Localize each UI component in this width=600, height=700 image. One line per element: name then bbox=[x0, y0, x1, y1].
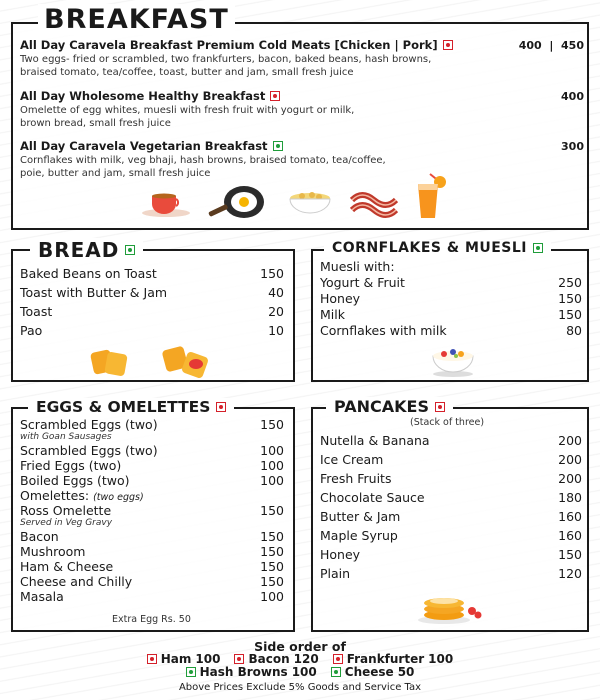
desc-line: brown bread, small fresh juice bbox=[20, 118, 171, 129]
nonveg-icon bbox=[234, 654, 244, 664]
item-name: Honey bbox=[320, 291, 361, 306]
desc-line: braised tomato, tea/coffee, toast, butter and jam, small fresh juice bbox=[20, 67, 354, 78]
item-name: Pao bbox=[20, 323, 43, 338]
item-price: 120 bbox=[558, 566, 582, 581]
veg-icon bbox=[331, 667, 341, 677]
desc-line: Cornflakes with milk, veg bhaji, hash browns, braised tomato, tea/coffee, bbox=[20, 155, 386, 166]
item-note: with Goan Sausages bbox=[20, 432, 112, 442]
item-description bbox=[20, 154, 584, 180]
menu-row bbox=[20, 302, 284, 321]
pancakes-list bbox=[320, 431, 582, 583]
item-price: 160 bbox=[558, 509, 582, 524]
item-name: Baked Beans on Toast bbox=[20, 266, 157, 281]
item-price: 100 bbox=[260, 473, 284, 488]
menu-row bbox=[320, 275, 582, 291]
desc-line: Omelette of egg whites, muesli with fresh fruit with yogurt or milk, bbox=[20, 105, 355, 116]
item-price: 20 bbox=[268, 304, 284, 319]
side-item-price: 50 bbox=[397, 665, 415, 679]
orange-juice-icon bbox=[412, 172, 446, 220]
bacon-icon bbox=[350, 188, 398, 218]
menu-row bbox=[320, 291, 582, 307]
toast-icon bbox=[88, 345, 132, 379]
menu-row bbox=[20, 559, 284, 574]
side-order-line-2 bbox=[0, 665, 600, 679]
side-order-line-1 bbox=[0, 652, 600, 666]
item-price: 100 bbox=[260, 458, 284, 473]
item-price: 200 bbox=[558, 471, 582, 486]
side-item bbox=[234, 652, 318, 666]
item-price: 150 bbox=[260, 503, 284, 518]
side-item-label: Frankfurter bbox=[346, 652, 425, 666]
item-name: Yogurt & Fruit bbox=[320, 275, 405, 290]
item-name: All Day Caravela Breakfast Premium Cold Meats [Chicken | Pork] bbox=[20, 38, 438, 52]
desc-line: Two eggs- fried or scrambled, two frankfurters, bacon, baked beans, hash browns, bbox=[20, 54, 432, 65]
menu-row bbox=[320, 307, 582, 323]
item-name: Cheese and Chilly bbox=[20, 574, 133, 589]
menu-row bbox=[320, 564, 582, 583]
menu-row bbox=[20, 283, 284, 302]
menu-row bbox=[20, 589, 284, 604]
menu-row bbox=[20, 529, 284, 544]
menu-row bbox=[20, 544, 284, 559]
side-order-title: Side order of bbox=[254, 639, 346, 654]
item-name: Ice Cream bbox=[320, 452, 384, 467]
item-price: 80 bbox=[566, 323, 582, 338]
desc-line: poie, butter and jam, small fresh juice bbox=[20, 168, 211, 179]
item-price: 200 bbox=[558, 452, 582, 467]
item-price: 100 bbox=[260, 443, 284, 458]
item-price: 150 bbox=[260, 417, 284, 432]
veg-icon bbox=[186, 667, 196, 677]
item-name: Masala bbox=[20, 589, 64, 604]
item-price: 150 bbox=[260, 574, 284, 589]
item-description bbox=[20, 104, 584, 130]
menu-row bbox=[320, 323, 582, 339]
item-name: Milk bbox=[320, 307, 345, 322]
item-price: 200 bbox=[558, 433, 582, 448]
item-note: (two eggs) bbox=[93, 492, 144, 503]
bread-heading bbox=[30, 238, 143, 262]
item-name: Muesli with: bbox=[320, 259, 395, 274]
item-description bbox=[20, 53, 584, 79]
nonveg-icon bbox=[443, 40, 453, 50]
item-name: Toast with Butter & Jam bbox=[20, 285, 168, 300]
tax-note: Above Prices Exclude 5% Goods and Service Tax bbox=[178, 682, 422, 693]
item-name: Maple Syrup bbox=[320, 528, 398, 543]
eggs-list bbox=[20, 417, 284, 604]
item-name: All Day Caravela Vegetarian Breakfast bbox=[20, 139, 268, 153]
item-name: Omelettes: bbox=[20, 488, 90, 503]
menu-row bbox=[20, 417, 284, 433]
item-price: 300 bbox=[561, 139, 584, 153]
item-price: 150 bbox=[558, 307, 582, 322]
eggs-title: EGGS & OMELETTES bbox=[36, 398, 211, 416]
item-price: 100 bbox=[260, 589, 284, 604]
item-price: 400 | 450 bbox=[518, 38, 584, 52]
side-item-price: 120 bbox=[293, 652, 319, 666]
menu-row bbox=[20, 473, 284, 488]
toast-jam-icon bbox=[160, 344, 216, 380]
breakfast-item bbox=[20, 139, 584, 180]
item-price: 150 bbox=[260, 559, 284, 574]
nonveg-icon bbox=[216, 402, 226, 412]
side-item-price: 100 bbox=[291, 665, 317, 679]
side-item-label: Ham bbox=[160, 652, 192, 666]
pancake-stack-icon bbox=[410, 585, 486, 625]
side-item bbox=[331, 665, 415, 679]
menu-row bbox=[20, 458, 284, 473]
item-name: Mushroom bbox=[20, 544, 86, 559]
side-item-label: Hash Browns bbox=[199, 665, 288, 679]
eggs-heading bbox=[28, 398, 234, 416]
item-name: Scrambled Eggs (two) bbox=[20, 417, 158, 432]
side-item bbox=[333, 652, 454, 666]
item-price: 160 bbox=[558, 528, 582, 543]
extra-egg-note: Extra Egg Rs. 50 bbox=[112, 614, 191, 625]
item-name: Plain bbox=[320, 566, 351, 581]
item-price: 150 bbox=[260, 544, 284, 559]
side-item bbox=[147, 652, 221, 666]
item-price: 180 bbox=[558, 490, 582, 505]
side-item-price: 100 bbox=[428, 652, 454, 666]
side-item-price: 100 bbox=[195, 652, 221, 666]
menu-row bbox=[320, 469, 582, 488]
menu-row bbox=[20, 503, 284, 518]
side-item-label: Cheese bbox=[344, 665, 394, 679]
pancakes-heading bbox=[326, 397, 453, 416]
pancakes-title: PANCAKES bbox=[334, 397, 430, 416]
breakfast-item bbox=[20, 38, 584, 79]
side-item bbox=[186, 665, 317, 679]
tea-cup-icon bbox=[140, 188, 192, 218]
menu-row bbox=[320, 450, 582, 469]
item-price: 150 bbox=[558, 547, 582, 562]
nonveg-icon bbox=[270, 91, 280, 101]
item-price: 40 bbox=[268, 285, 284, 300]
cereal-bowl-icon bbox=[288, 188, 332, 218]
item-price: 250 bbox=[558, 275, 582, 290]
side-item-label: Bacon bbox=[248, 652, 290, 666]
breakfast-title: BREAKFAST bbox=[38, 4, 235, 35]
nonveg-icon bbox=[333, 654, 343, 664]
item-note: Served in Veg Gravy bbox=[20, 518, 113, 528]
item-price: 150 bbox=[260, 266, 284, 281]
item-name: Ross Omelette bbox=[20, 503, 112, 518]
muesli-bowl-icon bbox=[428, 342, 478, 378]
item-price: 10 bbox=[268, 323, 284, 338]
item-name: Boiled Eggs (two) bbox=[20, 473, 130, 488]
item-name: Toast bbox=[20, 304, 53, 319]
item-name: Cornflakes with milk bbox=[320, 323, 447, 338]
pancakes-subtitle: (Stack of three) bbox=[410, 417, 485, 428]
menu-row bbox=[320, 526, 582, 545]
veg-icon bbox=[533, 243, 543, 253]
item-name: Scrambled Eggs (two) bbox=[20, 443, 158, 458]
veg-icon bbox=[273, 141, 283, 151]
cornflakes-title: CORNFLAKES & MUESLI bbox=[332, 240, 528, 256]
cornflakes-heading bbox=[324, 240, 551, 256]
item-name: Honey bbox=[320, 547, 361, 562]
item-price: 150 bbox=[558, 291, 582, 306]
item-name: Bacon bbox=[20, 529, 59, 544]
cornflakes-list bbox=[320, 259, 582, 339]
menu-row bbox=[320, 545, 582, 564]
menu-row bbox=[20, 574, 284, 589]
bread-title: BREAD bbox=[38, 238, 120, 262]
menu-row bbox=[20, 321, 284, 340]
frying-pan-egg-icon bbox=[208, 184, 268, 220]
item-price: 400 bbox=[561, 89, 584, 103]
breakfast-item bbox=[20, 89, 584, 130]
menu-row bbox=[320, 259, 582, 275]
item-name: All Day Wholesome Healthy Breakfast bbox=[20, 89, 266, 103]
nonveg-icon bbox=[435, 402, 445, 412]
menu-row bbox=[320, 431, 582, 450]
menu-row bbox=[20, 488, 284, 503]
item-name: Butter & Jam bbox=[320, 509, 401, 524]
item-name: Fresh Fruits bbox=[320, 471, 392, 486]
item-price: 150 bbox=[260, 529, 284, 544]
bread-list bbox=[20, 264, 284, 340]
veg-icon bbox=[125, 245, 135, 255]
menu-row bbox=[20, 264, 284, 283]
item-name: Fried Eggs (two) bbox=[20, 458, 122, 473]
item-name: Nutella & Banana bbox=[320, 433, 430, 448]
menu-row bbox=[20, 443, 284, 458]
menu-row bbox=[320, 507, 582, 526]
item-name: Chocolate Sauce bbox=[320, 490, 425, 505]
menu-row bbox=[320, 488, 582, 507]
nonveg-icon bbox=[147, 654, 157, 664]
item-name: Ham & Cheese bbox=[20, 559, 114, 574]
